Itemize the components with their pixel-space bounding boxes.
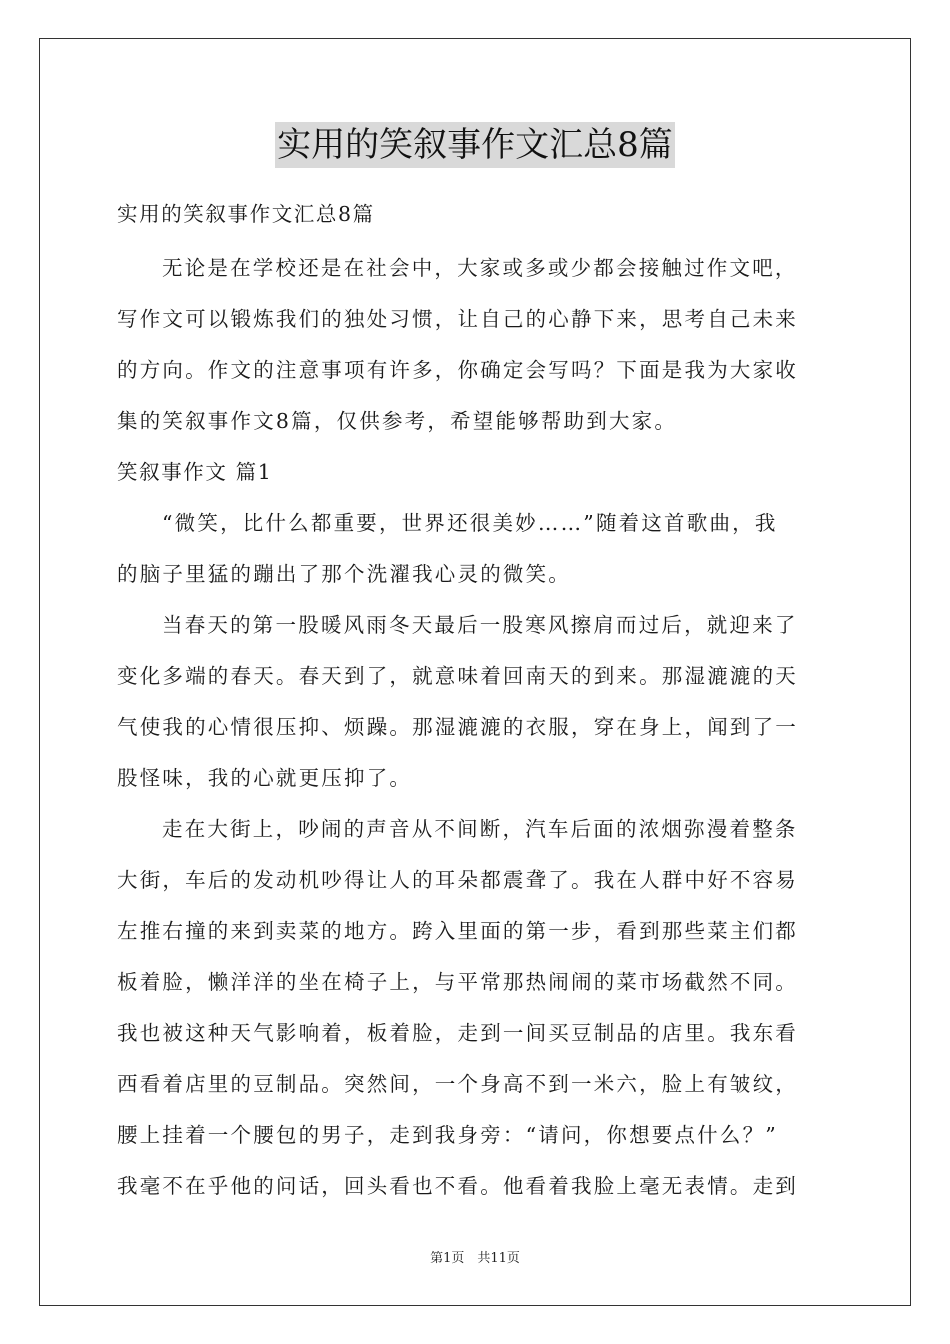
text-line: 西看着店里的豆制品。突然间，一个身高不到一米六，脸上有皱纹， — [117, 1072, 798, 1096]
document-title: 实用的笑叙事作文汇总8篇 — [275, 122, 675, 168]
text-line: 气使我的心情很压抑、烦躁。那湿漉漉的衣服，穿在身上，闻到了一 — [117, 715, 798, 739]
text-line: 的方向。作文的注意事项有许多，你确定会写吗？下面是我为大家收 — [117, 358, 798, 382]
document-body — [117, 122, 833, 1212]
text-line: “微笑，比什么都重要，世界还很美妙……”随着这首歌曲，我 — [162, 511, 778, 535]
paragraph-2 — [117, 600, 833, 804]
text-line: 变化多端的春天。春天到了，就意味着回南天的到来。那湿漉漉的天 — [117, 664, 798, 688]
text-line: 的脑子里猛的蹦出了那个洗濯我心灵的微笑。 — [117, 562, 571, 586]
page-number: 第1页 共11页 — [430, 1251, 520, 1266]
paragraph-1 — [117, 498, 833, 600]
document-subtitle: 实用的笑叙事作文汇总8篇 — [117, 202, 375, 226]
text-line: 我毫不在乎他的问话，回头看也不看。他看着我脸上毫无表情。走到 — [117, 1174, 798, 1198]
text-line: 大街，车后的发动机吵得让人的耳朵都震聋了。我在人群中好不容易 — [117, 868, 798, 892]
text-line: 当春天的第一股暖风雨冬天最后一股寒风擦肩而过后，就迎来了 — [162, 613, 798, 637]
text-line: 左推右撞的来到卖菜的地方。跨入里面的第一步，看到那些菜主们都 — [117, 919, 798, 943]
section-heading: 笑叙事作文 篇1 — [117, 460, 273, 484]
title-container — [117, 122, 833, 172]
paragraph-3 — [117, 804, 833, 1212]
text-line: 股怪味，我的心就更压抑了。 — [117, 766, 413, 790]
text-line: 我也被这种天气影响着，板着脸，走到一间买豆制品的店里。我东看 — [117, 1021, 798, 1045]
text-line: 写作文可以锻炼我们的独处习惯，让自己的心静下来，思考自己未来 — [117, 307, 798, 331]
intro-paragraph — [117, 243, 833, 447]
text-line: 无论是在学校还是在社会中，大家或多或少都会接触过作文吧， — [162, 256, 798, 280]
text-line: 集的笑叙事作文8篇，仅供参考，希望能够帮助到大家。 — [117, 409, 678, 433]
text-line: 走在大街上，吵闹的声音从不间断，汽车后面的浓烟弥漫着整条 — [162, 817, 798, 841]
text-line: 板着脸，懒洋洋的坐在椅子上，与平常那热闹闹的菜市场截然不同。 — [117, 970, 798, 994]
text-line: 腰上挂着一个腰包的男子，走到我身旁：“请问，你想要点什么？” — [117, 1123, 778, 1147]
